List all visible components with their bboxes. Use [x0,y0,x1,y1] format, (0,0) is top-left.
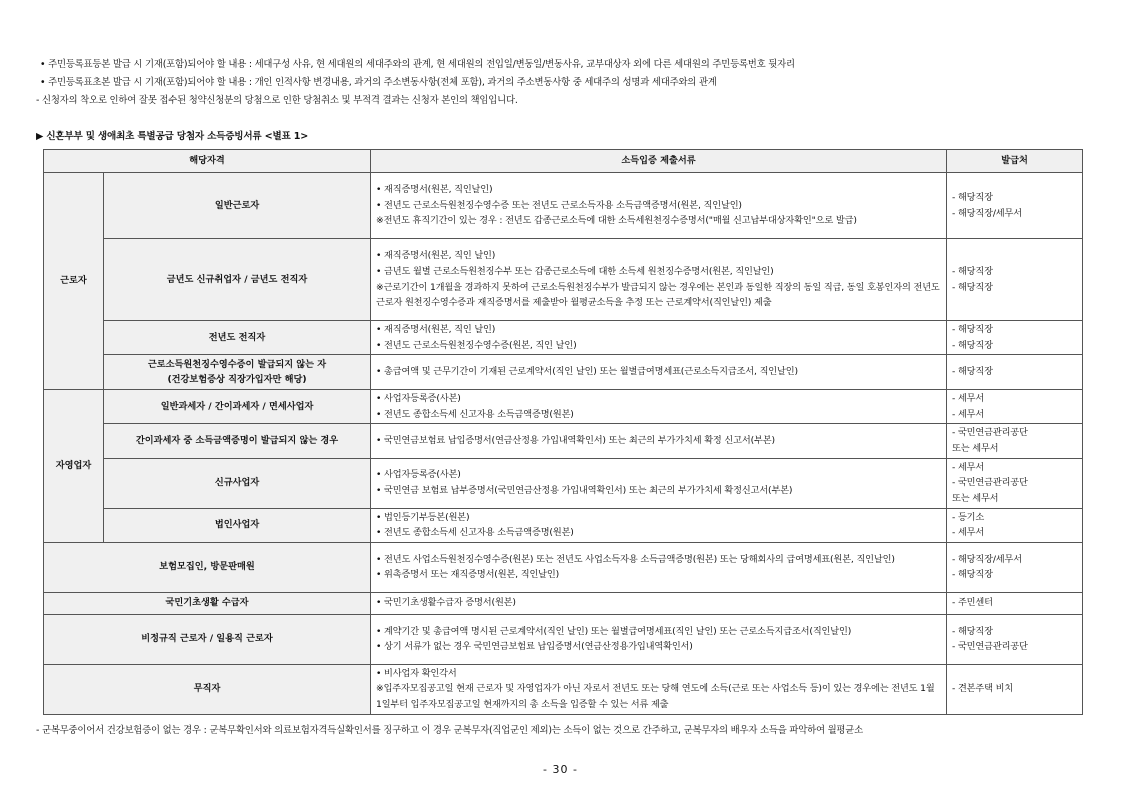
intro-line-2: • 주민등록표초본 발급 시 기재(포함)되어야 할 내용 : 개인 인적사항 변경내용, 과거의 주소변동사항(전체 포함), 과거의 주소변동사항 중 세대주의 성명과 세대주와의 관계 [40,77,717,88]
row-sub: 무직자 [44,664,371,714]
page-number: - 30 - [543,763,578,776]
row-docs: • 계약기간 및 총급여액 명시된 근로계약서(직인 날인) 또는 월별급여명세표(직인 날인) 또는 근로소득지급조서(직인날인) • 상기 서류가 없는 경우 국민연금보험료 납입증명서(연금산정용가입내역확인서) [371,614,947,664]
row-issuer: - 해당직장/세무서 - 해당직장 [947,542,1083,592]
group-worker: 근로자 [44,173,104,390]
row-issuer: - 해당직장 - 국민연금관리공단 [947,614,1083,664]
table-row [44,321,1083,355]
row-sub: 법인사업자 [104,508,371,542]
row-docs: • 사업자등록증(사본) • 전년도 종합소득세 신고자용 소득금액증명(원본) [371,390,947,424]
row-issuer: - 해당직장 - 해당직장 [947,239,1083,321]
row-docs: • 재직증명서(원본, 직인날인) • 전년도 근로소득원천징수영수증 또는 전년도 근로소득자용 소득금액증명서(원본, 직인날인) ※전년도 휴직기간이 있는 경우 : 전년도 갑종근로소득에 대한 소득세원천징수증명서("매월 신고납부대상자확인"으로 발급) [371,173,947,239]
row-issuer: - 해당직장 - 해당직장 [947,321,1083,355]
table-row [44,614,1083,664]
group-self-employed: 자영업자 [44,390,104,543]
row-docs: • 총급여액 및 근무기간이 기재된 근로계약서(직인 날인) 또는 월별급여명세표(근로소득지급조서, 직인날인) [371,355,947,390]
header-qualification: 해당자격 [44,150,371,173]
row-issuer: - 등기소 - 세무서 [947,508,1083,542]
header-documents: 소득입증 제출서류 [371,150,947,173]
row-sub: 신규사업자 [104,458,371,508]
row-issuer: - 세무서 - 국민연금관리공단 또는 세무서 [947,458,1083,508]
table-row [44,239,1083,321]
header-issuer: 발급처 [947,150,1083,173]
table-row [44,424,1083,458]
table-row [44,592,1083,614]
table-row [44,542,1083,592]
row-issuer: - 해당직장 [947,355,1083,390]
table-row [44,173,1083,239]
row-issuer: - 견본주택 비치 [947,664,1083,714]
table-row [44,664,1083,714]
row-docs: • 비사업자 확인각서 ※입주자모집공고일 현재 근로자 및 자영업자가 아닌 자로서 전년도 또는 당해 연도에 소득(근로 또는 사업소득 등)이 있는 경우에는 전년도 1월 1일부터 입주자모집공고일 현재까지의 총 소득을 입증할 수 있는 서류 제출 [371,664,947,714]
row-issuer: - 주민센터 [947,592,1083,614]
table-row [44,390,1083,424]
table-row [44,508,1083,542]
row-docs: • 국민기초생활수급자 증명서(원본) [371,592,947,614]
row-sub: 비정규직 근로자 / 일용직 근로자 [44,614,371,664]
row-docs: • 법인등기부등본(원본) • 전년도 종합소득세 신고자용 소득금액증명(원본) [371,508,947,542]
footnote: - 군복무중이어서 건강보험증이 없는 경우 : 군복무확인서와 의료보험자격득실확인서를 징구하고 이 경우 군복무자(직업군인 제외)는 소득이 없는 것으로 간주하고, 군복무자의 배우자 소득을 파악하여 월평균소 [36,725,864,736]
row-sub: 일반과세자 / 간이과세자 / 면세사업자 [104,390,371,424]
row-docs: • 전년도 사업소득원천징수영수증(원본) 또는 전년도 사업소득자용 소득금액증명(원본) 또는 당해회사의 급여명세표(원본, 직인날인) • 위촉증명서 또는 재직증명서(원본, 직인날인) [371,542,947,592]
intro-line-1: • 주민등록표등본 발급 시 기재(포함)되어야 할 내용 : 세대구성 사유, 현 세대원의 세대주와의 관계, 현 세대원의 전입일/변동일/변동사유, 교부대상자 외에 다른 세대원의 주민등록번호 뒷자리 [40,59,795,70]
table-row [44,355,1083,390]
row-sub: 국민기초생활 수급자 [44,592,371,614]
row-issuer: - 국민연금관리공단 또는 세무서 [947,424,1083,458]
intro-line-3: - 신청자의 착오로 인하여 잘못 접수된 청약신청분의 당첨으로 인한 당첨취소 및 부적격 결과는 신청자 본인의 책임입니다. [36,95,518,106]
row-docs: • 사업자등록증(사본) • 국민연금 보험료 납부증명서(국민연금산정용 가입내역확인서) 또는 최근의 부가가치세 확정신고서(부본) [371,458,947,508]
income-proof-table [43,149,1083,715]
row-docs: • 국민연금보험료 납입증명서(연금산정용 가입내역확인서) 또는 최근의 부가가치세 확정 신고서(부본) [371,424,947,458]
row-sub: 금년도 신규취업자 / 금년도 전직자 [104,239,371,321]
section-title: ▶ 신혼부부 및 생애최초 특별공급 당첨자 소득증빙서류 <별표 1> [36,131,309,142]
row-issuer: - 세무서 - 세무서 [947,390,1083,424]
row-docs: • 재직증명서(원본, 직인 날인) • 금년도 월별 근로소득원천징수부 또는 갑종근로소득에 대한 소득세 원천징수증명서(원본, 직인날인) ※근로기간이 1개월을 경과하지 못하여 근로소득원천징수부가 발급되지 않는 경우에는 본인과 동일한 직장의 동일 직급, 동일 호봉인자의 전년도 근로자 원천징수영수증과 재직증명서를 제출받아 월평균소득을 추정 또는 근로계약서(직인날인) 제출 [371,239,947,321]
row-sub: 일반근로자 [104,173,371,239]
row-sub: 전년도 전직자 [104,321,371,355]
row-docs: • 재직증명서(원본, 직인 날인) • 전년도 근로소득원천징수영수증(원본, 직인 날인) [371,321,947,355]
table-header-row [44,150,1083,173]
row-sub: 보험모집인, 방문판매원 [44,542,371,592]
table-row [44,458,1083,508]
row-issuer: - 해당직장 - 해당직장/세무서 [947,173,1083,239]
row-sub: 간이과세자 중 소득금액증명이 발급되지 않는 경우 [104,424,371,458]
row-sub: 근로소득원천징수영수증이 발급되지 않는 자 (건강보험증상 직장가입자만 해당) [104,355,371,390]
